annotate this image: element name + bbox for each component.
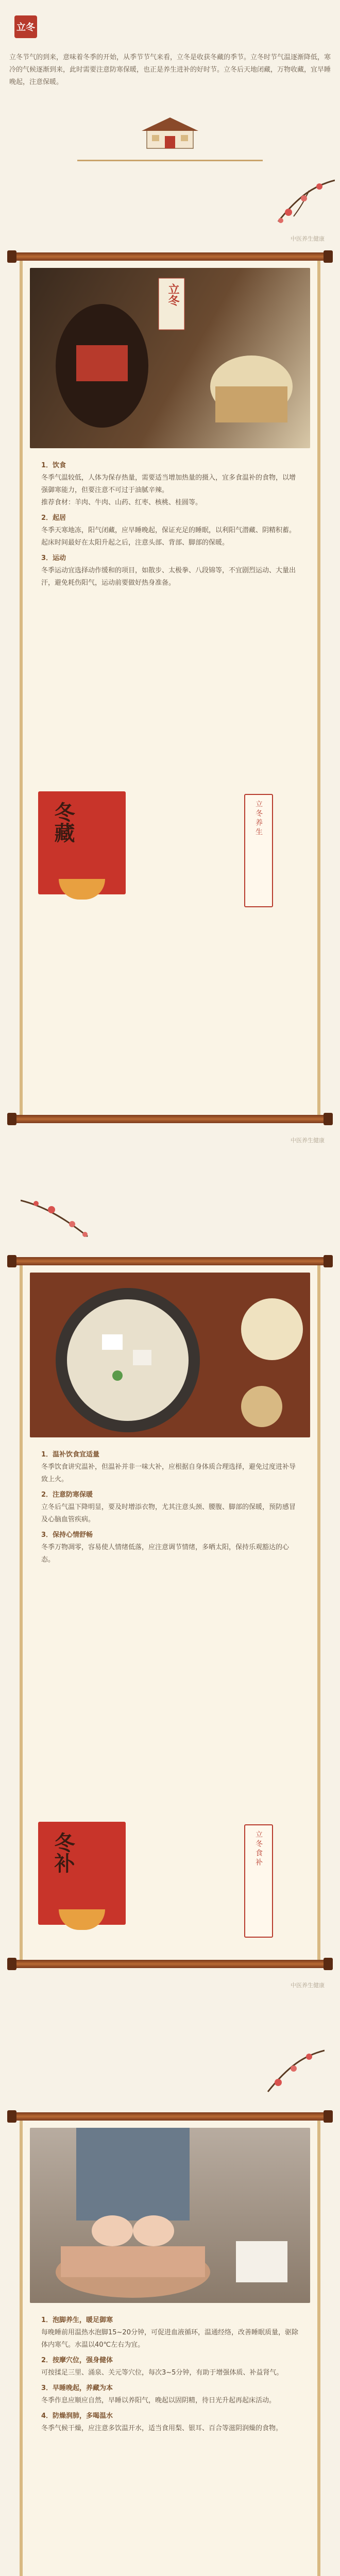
scroll-rod-top xyxy=(10,2112,330,2121)
brush-calligraphy: 冬补 xyxy=(38,1822,126,1925)
photo-radish-soup xyxy=(30,1273,310,1437)
photo-foot-soak xyxy=(30,2128,310,2303)
paragraph: 冬季气温较低，人体为保存热量，需要适当增加热量的摄入，宜多食温补的食物，以增强御寒能力，但要注意不可过于油腻辛辣。 xyxy=(41,474,296,494)
plum-branch-icon xyxy=(247,2040,325,2102)
paragraph: 冬季运动宜选择动作缓和的项目，如散步、太极拳、八段锦等，不宜剧烈运动、大量出汗，避免耗伤阳气，运动前要做好热身准备。 xyxy=(41,567,296,587)
heading: 3．早睡晚起，养藏为本 xyxy=(41,2384,113,2392)
heading: 3．运动 xyxy=(41,554,66,562)
heading: 4．防燥润肺，多喝温水 xyxy=(41,2412,113,2420)
tea-calligraphy-card xyxy=(38,791,167,912)
plum-branch-icon xyxy=(258,170,335,232)
scroll-body xyxy=(20,1265,320,1960)
stamp-label: 立冬养生 xyxy=(244,794,273,907)
house-icon xyxy=(137,114,203,150)
header-divider xyxy=(77,160,263,161)
heading: 1．温补饮食宜适量 xyxy=(41,1451,100,1459)
stamp-label: 立冬食补 xyxy=(244,1824,273,1938)
scroll-body xyxy=(20,261,320,1115)
photo-caption: 立冬 xyxy=(166,283,180,306)
scroll-section-3 xyxy=(10,2112,330,2576)
heading: 1．泡脚养生，暖足御寒 xyxy=(41,2316,113,2324)
scroll-body xyxy=(20,2121,320,2576)
heading: 2．按摩穴位，强身健体 xyxy=(41,2357,113,2364)
heading: 1．饮食 xyxy=(41,462,66,469)
tea-cup-icon xyxy=(59,1909,105,1930)
scroll-section-1 xyxy=(10,252,330,1123)
watermark: 中医养生健康 xyxy=(291,235,325,242)
watermark: 中医养生健康 xyxy=(291,1982,325,1989)
heading: 2．注意防寒保暖 xyxy=(41,1491,93,1499)
scroll-rod-bottom xyxy=(10,1960,330,1968)
brush-calligraphy: 冬藏 xyxy=(38,791,126,894)
scroll-rod-bottom xyxy=(10,1115,330,1123)
title-badge: 立冬 xyxy=(14,15,37,38)
scroll-section-2 xyxy=(10,1257,330,1968)
intro-text: 立冬节气的到来，意味着冬季的开始，从季节节气来看，立冬是收获冬藏的季节。立冬时节气温逐渐降低，寒冷的气候逐渐到来，此时需要注意防寒保暖，也正是养生进补的好时节。立冬后天地闭藏，万物收藏，宜早睡晚起，注意保暖。 xyxy=(9,54,331,86)
paragraph: 可按揉足三里、涌泉、关元等穴位，每次3~5分钟，有助于增强体质、补益肾气。 xyxy=(41,2369,283,2377)
paragraph: 冬季万物凋零，容易使人情绪低落，应注意调节情绪，多晒太阳，保持乐观豁达的心态。 xyxy=(41,1544,290,1564)
paragraph: 每晚睡前用温热水泡脚15~20分钟，可促进血液循环，温通经络，改善睡眠质量，驱除体内寒气。水温以40℃左右为宜。 xyxy=(41,2329,298,2349)
heading: 2．起居 xyxy=(41,514,66,522)
scroll-rod-top xyxy=(10,252,330,261)
section3-text xyxy=(41,2311,299,2435)
scroll-rod-top xyxy=(10,1257,330,1265)
tea-cup-icon xyxy=(59,879,105,900)
tea-calligraphy-card xyxy=(38,1822,167,1943)
photo-lidong-wine xyxy=(30,268,310,448)
header xyxy=(0,0,340,175)
paragraph: 冬季饮食讲究温补，但温补并非一味大补，应根据自身体质合理选择，避免过度进补导致上火。 xyxy=(41,1463,296,1483)
paragraph: 冬季作息应顺应自然，早睡以养阳气，晚起以固阴精，待日光升起再起床活动。 xyxy=(41,2397,276,2404)
watermark: 中医养生健康 xyxy=(291,1137,325,1144)
section2-text xyxy=(41,1446,299,1566)
paragraph: 冬季气候干燥，应注意多饮温开水，适当食用梨、银耳、百合等滋阴润燥的食物。 xyxy=(41,2425,283,2432)
paragraph: 推荐食材：羊肉、牛肉、山药、红枣、核桃、桂圆等。 xyxy=(41,499,202,506)
paragraph: 冬季天寒地冻，阳气闭藏，应早睡晚起，保证充足的睡眠，以利阳气潜藏、阴精积蓄。起床时间最好在太阳升起之后，注意头部、背部、脚部的保暖。 xyxy=(41,527,296,547)
paragraph: 立冬后气温下降明显，要及时增添衣物，尤其注意头颈、腰腹、脚部的保暖，预防感冒及心脑血管疾病。 xyxy=(41,1503,296,1523)
heading: 3．保持心情舒畅 xyxy=(41,1531,93,1539)
section1-text xyxy=(41,456,299,589)
plum-branch-icon xyxy=(21,1185,98,1247)
